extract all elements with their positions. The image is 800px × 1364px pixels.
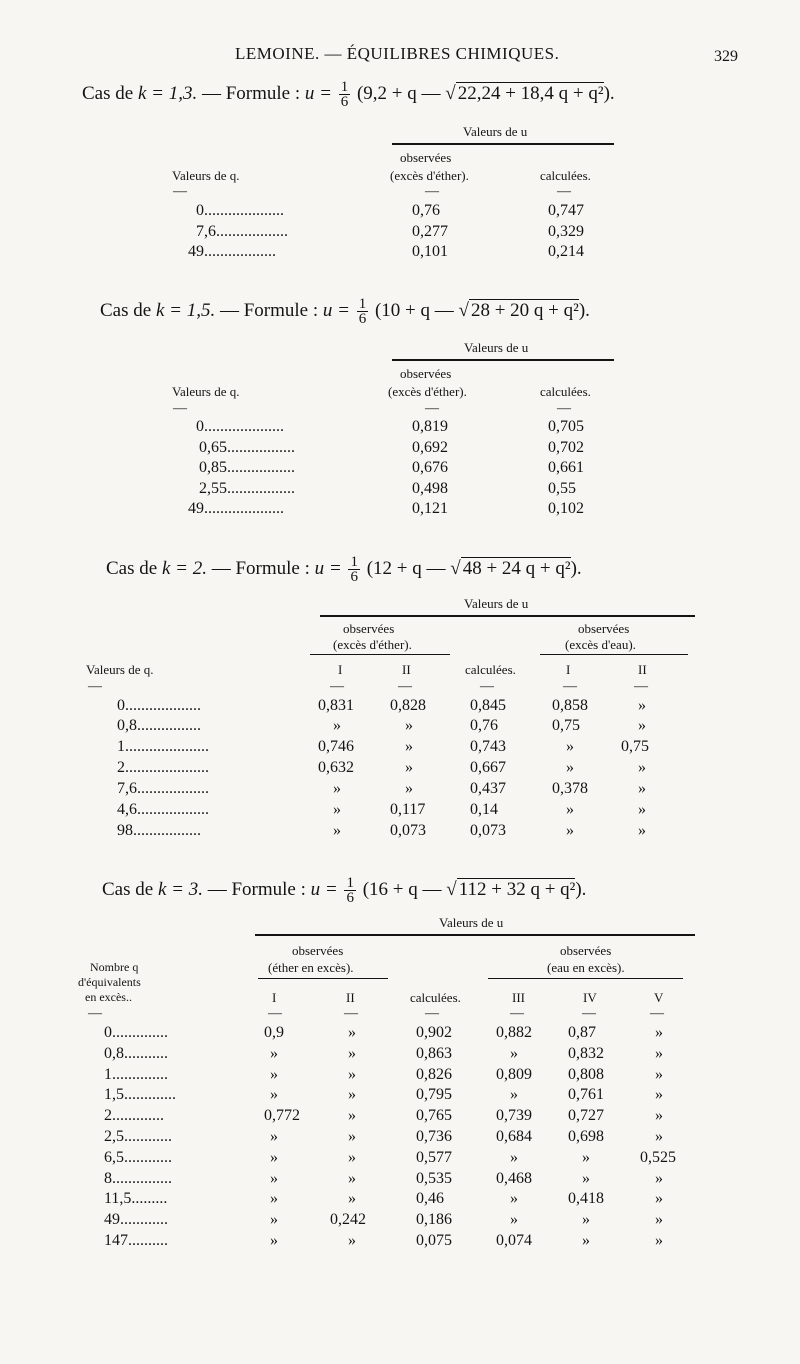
table-row: 6,5............ xyxy=(104,1148,172,1166)
cell-II2: » xyxy=(638,759,646,776)
cell-obs: 0,277 xyxy=(412,223,448,240)
cell-I2: 0,75 xyxy=(552,717,580,734)
cell-calc: 0,747 xyxy=(548,202,584,219)
cell-II: 0,242 xyxy=(330,1211,366,1229)
radicand: 48 + 24 q + q² xyxy=(462,557,571,579)
table-row: 0.................... xyxy=(196,418,284,435)
cell-I: » xyxy=(333,822,341,839)
group2-rule xyxy=(488,978,683,979)
col-calc: calculées. xyxy=(540,168,591,183)
cell-III: 0,882 xyxy=(496,1024,532,1041)
cell-V: 0,525 xyxy=(640,1148,676,1166)
paren-open: (12 + q — xyxy=(366,557,446,579)
cell-III: » xyxy=(510,1148,518,1166)
col-q-line1: Nombre q xyxy=(90,960,139,974)
cell-II: » xyxy=(405,780,413,797)
table-row: 49.................... xyxy=(188,500,284,517)
cell-calc: 0,075 xyxy=(416,1232,452,1249)
dash: — xyxy=(563,679,577,694)
radicand: 22,24 + 18,4 q + q² xyxy=(457,82,604,104)
cell-III: » xyxy=(510,1211,518,1229)
cell-I: » xyxy=(270,1169,278,1187)
cell-I: 0,772 xyxy=(264,1107,300,1125)
brace-rule xyxy=(392,359,614,361)
table-row: 2..................... xyxy=(117,759,209,776)
cell-I: » xyxy=(270,1128,278,1145)
table-row: 49.................. xyxy=(188,243,276,260)
col-obs-sub: (excès d'éther). xyxy=(390,168,469,183)
table-row: 11,5......... xyxy=(104,1190,168,1208)
running-title: LEMOINE. — ÉQUILIBRES CHIMIQUES. xyxy=(235,44,560,63)
cell-calc: 0,902 xyxy=(416,1024,452,1041)
cell-IV: 0,808 xyxy=(568,1065,604,1083)
dash: — xyxy=(330,679,344,694)
cell-calc: 0,102 xyxy=(548,500,584,517)
cell-I: » xyxy=(270,1065,278,1083)
radical-sign: √ xyxy=(450,557,461,579)
cell-I2: » xyxy=(566,759,574,776)
group2-rule xyxy=(540,654,688,655)
col-IV: IV xyxy=(583,990,597,1005)
cell-calc: 0,743 xyxy=(470,738,506,755)
dash: — xyxy=(88,679,102,694)
table-row: 8............... xyxy=(104,1169,172,1187)
col-II: II xyxy=(346,990,355,1005)
col-q-line2: d'équivalents xyxy=(78,975,141,989)
cell-III: » xyxy=(510,1044,518,1062)
formula-lhs: u = xyxy=(304,82,332,104)
cell-V: » xyxy=(655,1024,663,1041)
formula-lhs: u = xyxy=(310,878,338,900)
dash: — xyxy=(557,184,571,199)
case-label: Cas de xyxy=(100,299,152,321)
cell-I: » xyxy=(270,1190,278,1208)
k-value: k = 3. xyxy=(157,878,203,900)
cell-II2: » xyxy=(638,697,646,714)
cell-calc: 0,795 xyxy=(416,1086,452,1104)
cell-I: » xyxy=(333,717,341,734)
cell-calc: 0,186 xyxy=(416,1211,452,1229)
col-obs: observées xyxy=(400,150,452,165)
formula-k2 xyxy=(106,555,582,584)
cell-obs: 0,692 xyxy=(412,439,448,456)
cell-calc: 0,667 xyxy=(470,759,506,776)
cell-I: » xyxy=(333,801,341,818)
cell-III: » xyxy=(510,1086,518,1104)
paren-close: ). xyxy=(575,878,587,900)
dash: — xyxy=(634,679,648,694)
cell-calc: 0,46 xyxy=(416,1190,444,1208)
brace-rule xyxy=(392,143,614,145)
formula-lhs: u = xyxy=(322,299,350,321)
group1-sub: (éther en excès). xyxy=(268,960,354,975)
cell-II: » xyxy=(348,1086,356,1104)
cell-I: 0,9 xyxy=(264,1024,284,1041)
cell-II2: » xyxy=(638,780,646,797)
cell-IV: 0,761 xyxy=(568,1086,604,1104)
dash: — xyxy=(268,1006,282,1021)
table-row: 0.................... xyxy=(196,202,284,219)
cell-III: 0,074 xyxy=(496,1232,532,1249)
table-row: 49............ xyxy=(104,1211,168,1229)
paren-close: ). xyxy=(603,82,615,104)
dash: — xyxy=(398,679,412,694)
cell-II: » xyxy=(348,1232,356,1249)
cell-III: 0,468 xyxy=(496,1169,532,1187)
dash: — xyxy=(173,401,187,416)
cell-I2: 0,378 xyxy=(552,780,588,797)
cell-calc: 0,863 xyxy=(416,1044,452,1062)
cell-II: » xyxy=(348,1169,356,1187)
cell-II: » xyxy=(348,1107,356,1125)
cell-calc: 0,826 xyxy=(416,1065,452,1083)
cell-calc: 0,661 xyxy=(548,459,584,476)
formula-k13 xyxy=(82,80,615,109)
dash: — xyxy=(425,401,439,416)
formula-label: — Formule : xyxy=(211,557,310,579)
paren-close: ). xyxy=(570,557,582,579)
cell-II2: » xyxy=(638,801,646,818)
cell-V: » xyxy=(655,1190,663,1208)
table-row: 2,5............ xyxy=(104,1128,172,1145)
dash: — xyxy=(480,679,494,694)
col-calc: calculées. xyxy=(540,384,591,399)
cell-II2: » xyxy=(638,822,646,839)
cell-calc: 0,535 xyxy=(416,1169,452,1187)
dash: — xyxy=(582,1006,596,1021)
group1-rule xyxy=(258,978,388,979)
formula-lhs: u = xyxy=(314,557,342,579)
col-I: I xyxy=(338,662,343,677)
radicand: 28 + 20 q + q² xyxy=(470,299,579,321)
cell-calc: 0,765 xyxy=(416,1107,452,1125)
cell-II: » xyxy=(348,1044,356,1062)
radical-sign: √ xyxy=(458,299,469,321)
cell-III: 0,809 xyxy=(496,1065,532,1083)
formula-k15 xyxy=(100,297,590,326)
table-row: 7,6.................. xyxy=(117,780,209,797)
k-value: k = 1,5. xyxy=(155,299,216,321)
table-row: 2,55................. xyxy=(199,480,295,497)
group2-sub: (eau en excès). xyxy=(547,960,625,975)
dash: — xyxy=(425,184,439,199)
table-row: 0.............. xyxy=(104,1024,168,1041)
cell-I2: » xyxy=(566,738,574,755)
dash: — xyxy=(344,1006,358,1021)
table-row: 1,5............. xyxy=(104,1086,176,1104)
col-II: II xyxy=(402,662,411,677)
cell-I: » xyxy=(270,1086,278,1104)
cell-I: 0,746 xyxy=(318,738,354,755)
table-row: 147.......... xyxy=(104,1232,168,1249)
case-label: Cas de xyxy=(102,878,154,900)
cell-calc: 0,702 xyxy=(548,439,584,456)
table-row: 1..................... xyxy=(117,738,209,755)
cell-II: 0,073 xyxy=(390,822,426,839)
paren-open: (16 + q — xyxy=(362,878,442,900)
group1-label: observées xyxy=(343,621,395,636)
case-label: Cas de xyxy=(106,557,158,579)
col-V: V xyxy=(654,990,664,1005)
cell-IV: » xyxy=(582,1211,590,1229)
formula-k3 xyxy=(102,876,586,905)
cell-calc: 0,329 xyxy=(548,223,584,240)
cell-II2: » xyxy=(638,717,646,734)
paren-close: ). xyxy=(578,299,590,321)
cell-II: 0,828 xyxy=(390,697,426,714)
col-I: I xyxy=(272,990,277,1005)
cell-II: » xyxy=(405,738,413,755)
cell-III: 0,684 xyxy=(496,1128,532,1145)
cell-obs: 0,101 xyxy=(412,243,448,260)
group1-sub: (excès d'éther). xyxy=(333,637,412,652)
fraction: $\frac{1}{6}$ xyxy=(340,79,349,110)
cell-II: » xyxy=(405,717,413,734)
cell-IV: 0,832 xyxy=(568,1044,604,1062)
group1-rule xyxy=(310,654,450,655)
table-row: 98................. xyxy=(117,822,201,839)
cell-V: » xyxy=(655,1065,663,1083)
cell-II: » xyxy=(348,1128,356,1145)
page-header xyxy=(0,44,800,70)
cell-I2: » xyxy=(566,822,574,839)
cell-II: 0,117 xyxy=(390,801,426,818)
cell-I: » xyxy=(270,1044,278,1062)
dash: — xyxy=(88,1006,102,1021)
cell-obs: 0,498 xyxy=(412,480,448,497)
table-row: 0,85................. xyxy=(199,459,295,476)
cell-V: » xyxy=(655,1169,663,1187)
cell-I: 0,831 xyxy=(318,697,354,714)
table-row: 1.............. xyxy=(104,1065,168,1083)
col-II2: II xyxy=(638,662,647,677)
cell-IV: 0,698 xyxy=(568,1128,604,1145)
cell-IV: 0,418 xyxy=(568,1190,604,1208)
cell-obs: 0,121 xyxy=(412,500,448,517)
table-row: 0................... xyxy=(117,697,201,714)
cell-IV: » xyxy=(582,1148,590,1166)
cell-calc: 0,214 xyxy=(548,243,584,260)
cell-I: » xyxy=(270,1232,278,1249)
col-I2: I xyxy=(566,662,571,677)
table-row: 0,8........... xyxy=(104,1044,168,1062)
table-row: 7,6.................. xyxy=(196,223,288,240)
dash: — xyxy=(650,1006,664,1021)
radicand: 112 + 32 q + q² xyxy=(458,878,576,900)
group2-label: observées xyxy=(578,621,630,636)
fraction: $\frac{1}{6}$ xyxy=(358,296,367,327)
radical-sign: √ xyxy=(446,878,457,900)
values-header: Valeurs de u xyxy=(463,124,528,139)
dash: — xyxy=(425,1006,439,1021)
values-header: Valeurs de u xyxy=(439,915,504,930)
cell-V: » xyxy=(655,1128,663,1145)
k-value: k = 1,3. xyxy=(137,82,198,104)
col-q: Valeurs de q. xyxy=(172,384,240,399)
fraction: $\frac{1}{6}$ xyxy=(346,875,354,906)
k-value: k = 2. xyxy=(161,557,207,579)
radical-sign: √ xyxy=(445,82,456,104)
dash: — xyxy=(557,401,571,416)
cell-III: 0,739 xyxy=(496,1107,532,1125)
col-q: Valeurs de q. xyxy=(172,168,240,183)
group2-sub: (excès d'eau). xyxy=(565,637,636,652)
cell-I: » xyxy=(333,780,341,797)
brace-rule xyxy=(255,934,695,936)
cell-obs: 0,676 xyxy=(412,459,448,476)
cell-IV: » xyxy=(582,1169,590,1187)
cell-II: » xyxy=(348,1148,356,1166)
cell-calc: 0,76 xyxy=(470,717,498,734)
cell-V: » xyxy=(655,1044,663,1062)
col-obs-sub: (excès d'éther). xyxy=(388,384,467,399)
table-row: 0,65................. xyxy=(199,439,295,456)
col-q-line3: en excès.. xyxy=(85,990,132,1004)
paren-open: (9,2 + q — xyxy=(356,82,441,104)
dash: — xyxy=(173,184,187,199)
fraction: $\frac{1}{6}$ xyxy=(350,554,358,585)
cell-calc: 0,705 xyxy=(548,418,584,435)
cell-calc: 0,073 xyxy=(470,822,506,839)
cell-V: » xyxy=(655,1211,663,1229)
cell-V: » xyxy=(655,1086,663,1104)
col-calc: calculées. xyxy=(465,662,516,677)
group2-label: observées xyxy=(560,943,612,958)
cell-II: » xyxy=(348,1190,356,1208)
brace-rule xyxy=(320,615,695,617)
formula-label: — Formule : xyxy=(201,82,301,104)
col-calc: calculées. xyxy=(410,990,461,1005)
cell-I: » xyxy=(270,1148,278,1166)
cell-II: » xyxy=(405,759,413,776)
cell-calc: 0,437 xyxy=(470,780,506,797)
cell-V: » xyxy=(655,1107,663,1125)
case-label: Cas de xyxy=(82,82,134,104)
values-header: Valeurs de u xyxy=(464,596,529,611)
cell-calc: 0,577 xyxy=(416,1148,452,1166)
cell-II: » xyxy=(348,1065,356,1083)
page-number: 329 xyxy=(714,48,738,65)
dash: — xyxy=(510,1006,524,1021)
cell-IV: 0,87 xyxy=(568,1024,596,1041)
cell-calc: 0,736 xyxy=(416,1128,452,1145)
cell-calc: 0,55 xyxy=(548,480,576,497)
cell-I: 0,632 xyxy=(318,759,354,776)
cell-IV: 0,727 xyxy=(568,1107,604,1125)
cell-II: » xyxy=(348,1024,356,1041)
cell-III: » xyxy=(510,1190,518,1208)
table-row: 0,8................ xyxy=(117,717,201,734)
cell-I2: » xyxy=(566,801,574,818)
cell-calc: 0,14 xyxy=(470,801,498,818)
group1-label: observées xyxy=(292,943,344,958)
cell-I: » xyxy=(270,1211,278,1229)
cell-calc: 0,845 xyxy=(470,697,506,714)
cell-obs: 0,76 xyxy=(412,202,440,219)
col-III: III xyxy=(512,990,525,1005)
values-header: Valeurs de u xyxy=(464,340,529,355)
formula-label: — Formule : xyxy=(219,299,319,321)
cell-II2: 0,75 xyxy=(621,738,649,755)
paren-open: (10 + q — xyxy=(374,299,454,321)
table-row: 2............. xyxy=(104,1107,164,1125)
cell-V: » xyxy=(655,1232,663,1249)
col-obs: observées xyxy=(400,366,452,381)
cell-I2: 0,858 xyxy=(552,697,588,714)
cell-IV: » xyxy=(582,1232,590,1249)
table-row: 4,6.................. xyxy=(117,801,209,818)
cell-obs: 0,819 xyxy=(412,418,448,435)
col-q: Valeurs de q. xyxy=(86,662,154,677)
formula-label: — Formule : xyxy=(207,878,306,900)
